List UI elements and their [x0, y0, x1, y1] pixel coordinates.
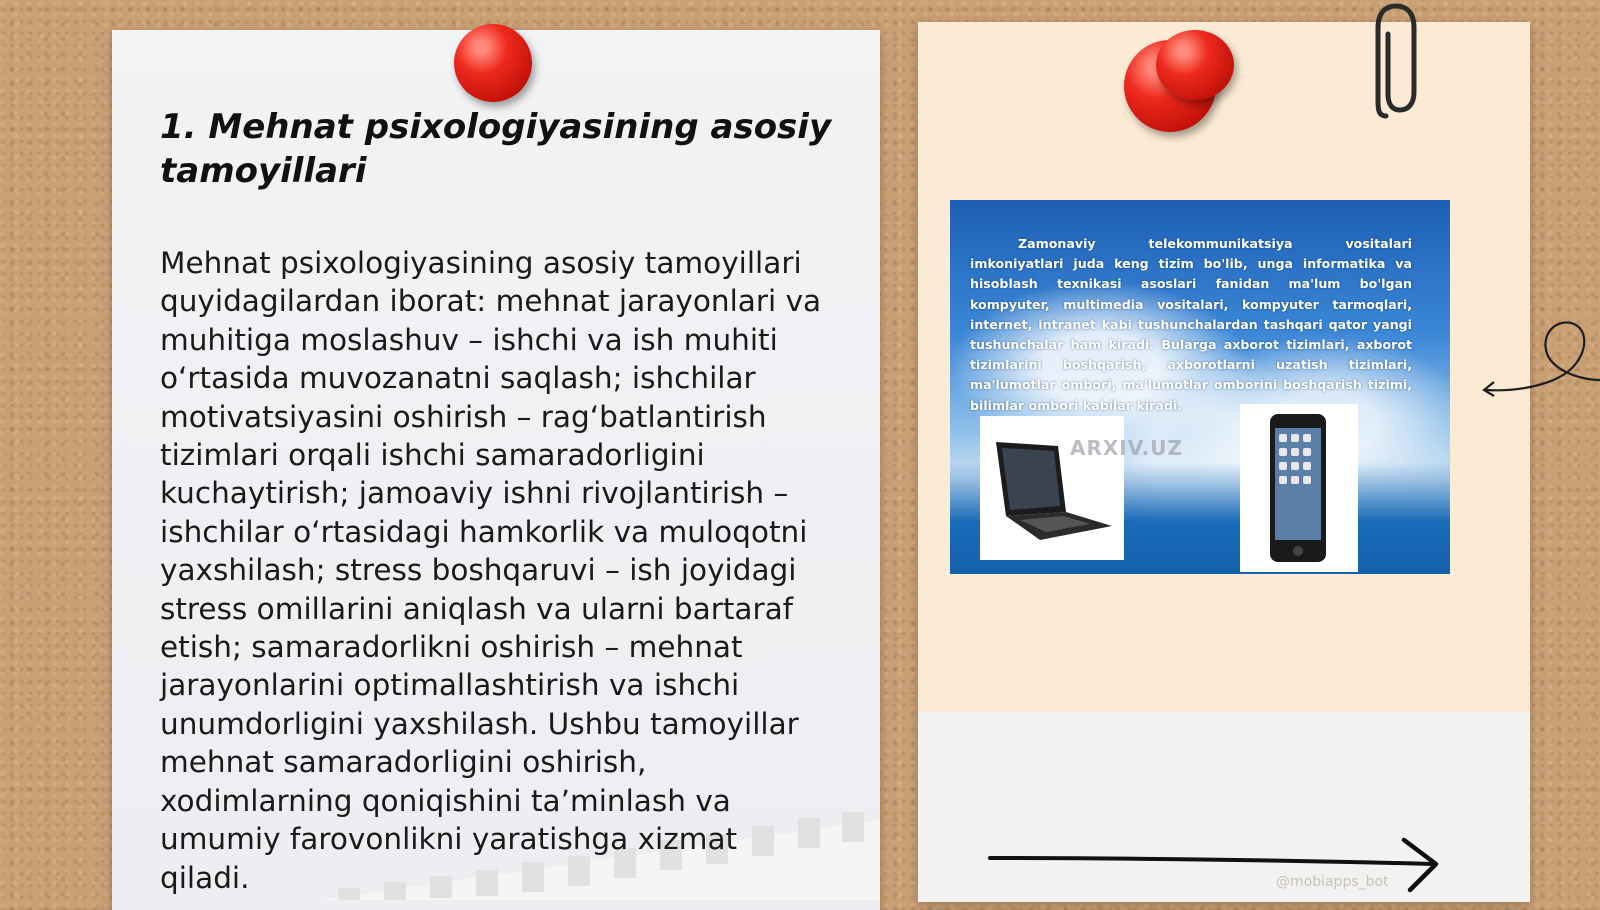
- slide-title: 1. Mehnat psixologiyasining asosiy tamoyillari: [160, 107, 832, 191]
- loop-arrow-doodle: [1480, 310, 1600, 410]
- slide-body-text: Mehnat psixologiyasining asosiy tamoyillari quyidagilardan iborat: mehnat jarayonlari va muhitiga moslashuv – ishchi va ish muhiti o‘rtasida muvozanatni saqlash; ishchilar motivatsiyasini oshirish – rag‘batlantirish tizimlari orqali ishchi samaradorligini kuchaytirish; jamoaviy ishni rivojlantirish – ishchilar o‘rtasidagi hamkorlik va muloqotni yaxshilash; stress boshqaruvi – ish joyidagi stress omillarini aniqlash va ularni bartaraf etish; samaradorlikni oshirish – mehnat jarayonlarini optimallashtirish va ishchi unumdorligini yaxshilash. Ushbu tamoyillar mehnat samaradorligini oshirish, xodimlarning qoniqishini ta’minlash va umumiy farovonlikni yaratishga xizmat qiladi.: [160, 246, 822, 895]
- red-pushpin-right-front: [1156, 30, 1234, 100]
- smartphone-image: [1240, 404, 1358, 572]
- red-pushpin-left: [454, 24, 532, 102]
- telecom-photo: [950, 200, 1450, 574]
- photo-caption-text: Zamonaviy telekommunikatsiya vositalari imkoniyatlari juda keng tizim bo'lib, unga informatika va hisoblash texnikasi asoslari fanidan ma'lum bo'lgan kompyuter, multimedia vositalari, kompyuter tarmoqlari, internet, intranet kabi tushunchalardan tashqari qator yangi tushunchalar ham kiradi. Bularga axborot tizimlari, axborot tizimlarini boshqarish, axborotlarni uzatish tizimlari, ma'lumotlar ombori, ma'lumotlar omborini boshqarish tizimi, bilimlar ombori kabilar kiradi.: [970, 236, 1412, 413]
- paperclip-icon: [1372, 0, 1422, 128]
- smartphone-icon: [1240, 404, 1358, 572]
- footer-watermark: @mobiapps_bot: [1276, 874, 1389, 890]
- image-watermark: ARXIV.UZ: [1070, 436, 1183, 460]
